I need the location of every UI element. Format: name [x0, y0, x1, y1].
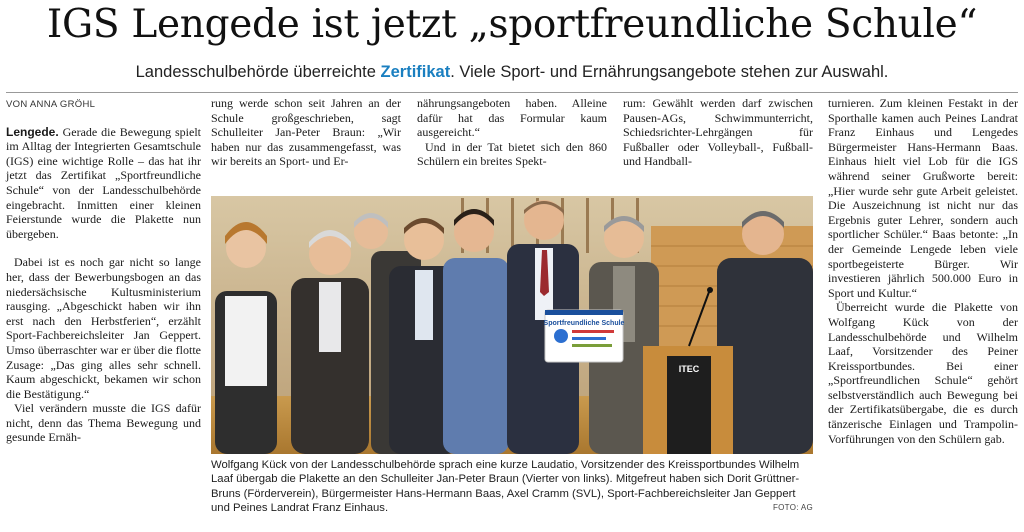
- byline: VON ANNA GRÖHL: [6, 99, 96, 110]
- plaque-title: Sportfreundliche Schule: [543, 320, 625, 327]
- paragraph: Lengede. Gerade die Bewegung spielt im Alltag der Integrierten Gesamtschule (IGS) eine wichtige Rolle – das hat ihr jetzt das Zertifikat „Sportfreundliche Schule“ von der Landesschulbehörde eingebracht. Inmitten einer kleinen Feierstunde wurde die Plakette nun übergeben.: [6, 124, 201, 241]
- article-column-2: [211, 96, 401, 169]
- article-column-5: [828, 96, 1018, 446]
- subhead-pre: Landesschulbehörde überreichte: [135, 63, 381, 81]
- headline-rule: [6, 92, 1018, 93]
- article-column-4: [623, 96, 813, 169]
- article-column-1: [6, 98, 201, 445]
- caption-text: Wolfgang Kück von der Landesschulbehörde sprach eine kurze Laudatio, Vorsitzender des Kreissportbundes Wilhelm Laaf übergab die Plakette an den Schulleiter Jan-Peter Braun (Vierter von links). Mitgefreut haben sich Dorit Grüttner-Bruns (Förderverein), Bürgermeister Hans-Hermann Baas, Axel Cramm (SVL), Sport-Fachbereichsleiter Jan Geppert und Peines Landrat Franz Einhaus.: [211, 459, 800, 515]
- photo-illustration: [211, 196, 813, 454]
- photo-caption: [211, 458, 813, 516]
- headline: IGS Lengede ist jetzt „sportfreundliche Schule“: [46, 2, 978, 47]
- paragraph: Dabei ist es noch gar nicht so lange her, dass der Bewerbungsbogen an das niedersächsische Kultusministerium rausging. „Abgeschickt haben wir ihn erst nach den Herbstferien“, erzählt Sport-Fachbereichsleiter Jan Geppert. Umso überraschter war er über die flotte Zusage: „Das ging alles sehr schnell. Kaum abgeschickt, bekamen wir schon die Bestätigung.“: [6, 255, 201, 401]
- subhead-post: . Viele Sport- und Ernährungsangebote stehen zur Auswahl.: [450, 63, 889, 81]
- article-photo: [211, 196, 813, 454]
- subheadline: [0, 61, 1024, 83]
- paragraph: turnieren. Zum kleinen Festakt in der Sporthalle kamen auch Peines Landrat Franz Einhaus und Lengedes Bürgermeister Hans-Hermann Baas. Einhaus hielt viel Lob für die IGS während seiner Grußworte bereit: „Hier wurde sehr gute Arbeit geleistet. Die Auszeichnung ist nicht nur das Ergebnis guter Lehrer, sondern auch sportlicher Schüler.“ Baas betonte: „In der Gemeinde Lengede leben viele sportbegeisterte Bürger. Wir investieren jährlich 500.000 Euro in Sport und Kultur.“: [828, 96, 1018, 300]
- paragraph: Und in der Tat bietet sich den 860 Schülern ein breites Spekt-: [417, 139, 607, 169]
- dateline: Lengede.: [6, 124, 59, 139]
- paragraph: Viel verändern musste die IGS dafür nicht, denn das Thema Bewegung und gesunde Ernäh-: [6, 401, 201, 445]
- paragraph: rung werde schon seit Jahren an der Schule großgeschrieben, sagt Schulleiter Jan-Peter Braun: „Wir haben nur das zusammengefasst, was wir bereits an Sport- und Er-: [211, 96, 401, 169]
- podium-label: ITEC: [678, 364, 700, 374]
- plaque: [544, 310, 625, 362]
- photo-credit: FOTO: AG: [772, 503, 813, 513]
- article-column-3: [417, 96, 607, 169]
- paragraph: nährungsangeboten haben. Alleine dafür hat das Formular kaum ausgereicht.“: [417, 96, 607, 140]
- subhead-highlight: Zertifikat: [380, 63, 451, 81]
- paragraph: rum: Gewählt werden darf zwischen Pausen-AGs, Schwimmunterricht, Schiedsrichter-Lehrgängen für Fußballer oder Volleyball-, Fußball- und Handball-: [623, 96, 813, 169]
- paragraph: Überreicht wurde die Plakette von Wolfgang Kück von der Landesschulbehörde und Wilhelm Laaf, Vorsitzender des Peiner Kreissportbundes. Bei einer „Sportfreundlichen Schule“ gehört selbstverständlich auch Bewegung bei der Zertifikatsübergabe, die es durch tänzerische Einlagen und Trampolin-Vorführungen von den Schülern gab.: [828, 300, 1018, 446]
